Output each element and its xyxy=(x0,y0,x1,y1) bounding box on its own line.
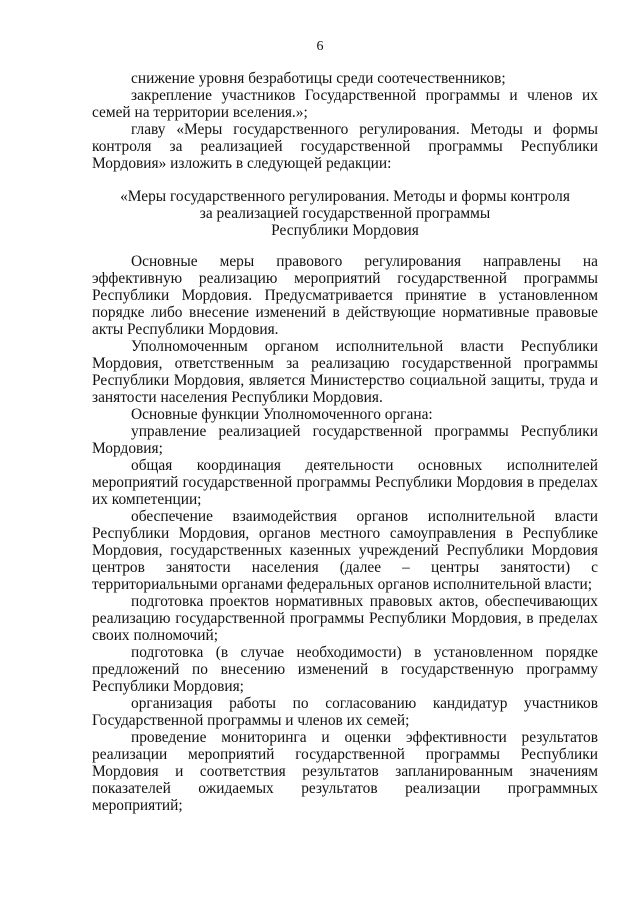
spacer xyxy=(92,239,598,253)
paragraph-functions-heading: Основные функции Уполномоченного органа: xyxy=(131,406,433,423)
list-item-interaction: обеспечение взаимодействия органов исполнительной власти Республики Мордовия, органов местного самоуправления в Республике Мордовия, государственных казенных учреждений Республики Мордовия центров занятости населения (далее – центры занятости) с территориальными органами федеральных органов исполнительной власти; xyxy=(92,508,598,593)
spacer xyxy=(92,172,598,188)
paragraph-unemployment: снижение уровня безработицы среди соотечественников; xyxy=(131,70,506,87)
list-item-amendments: подготовка (в случае необходимости) в установленном порядке предложений по внесению изменений в государственную программу Республики Мордовия; xyxy=(92,644,598,695)
paragraph-authorized-body: Уполномоченным органом исполнительной власти Республики Мордовия, ответственным за реализацию государственной программы Республики Мордовия, является Министерство социальной защиты, труда и занятости населения Республики Мордовия. xyxy=(92,338,598,406)
paragraph-legal-measures: Основные меры правового регулирования направлены на эффективную реализацию мероприятий государственной программы Республики Мордовия. Предусматривается принятие в установленном порядке либо внесение изменений в действующие нормативные правовые акты Республики Мордовия. xyxy=(92,253,598,338)
list-item-management: управление реализацией государственной программы Республики Мордовия; xyxy=(92,423,598,457)
section-title xyxy=(92,188,598,239)
section-title-line-1: «Меры государственного регулирования. Методы и формы контроля xyxy=(120,188,570,205)
list-item-coordination: общая координация деятельности основных исполнителей мероприятий государственной программы Республики Мордовия в пределах их компетенции; xyxy=(92,457,598,508)
paragraph-chapter-edit: главу «Меры государственного регулирования. Методы и формы контроля за реализацией государственной программы Республики Мордовия» изложить в следующей редакции: xyxy=(92,121,598,172)
list-item-drafting-acts: подготовка проектов нормативных правовых актов, обеспечивающих реализацию государственной программы Республики Мордовия, в пределах своих полномочий; xyxy=(92,593,598,644)
document-body xyxy=(92,70,598,814)
paragraph-settlement: закрепление участников Государственной программы и членов их семей на территории вселения.»; xyxy=(92,87,598,121)
section-title-line-2: за реализацией государственной программы xyxy=(199,205,491,222)
list-item-monitoring: проведение мониторинга и оценки эффективности результатов реализации мероприятий государственной программы Республики Мордовия и соответствия результатов запланированным значениям показателей ожидаемых результатов реализации программных мероприятий; xyxy=(92,729,598,814)
list-item-candidates: организация работы по согласованию кандидатур участников Государственной программы и членов их семей; xyxy=(92,695,598,729)
page-number: 6 xyxy=(316,39,324,54)
section-title-line-3: Республики Мордовия xyxy=(271,222,419,239)
